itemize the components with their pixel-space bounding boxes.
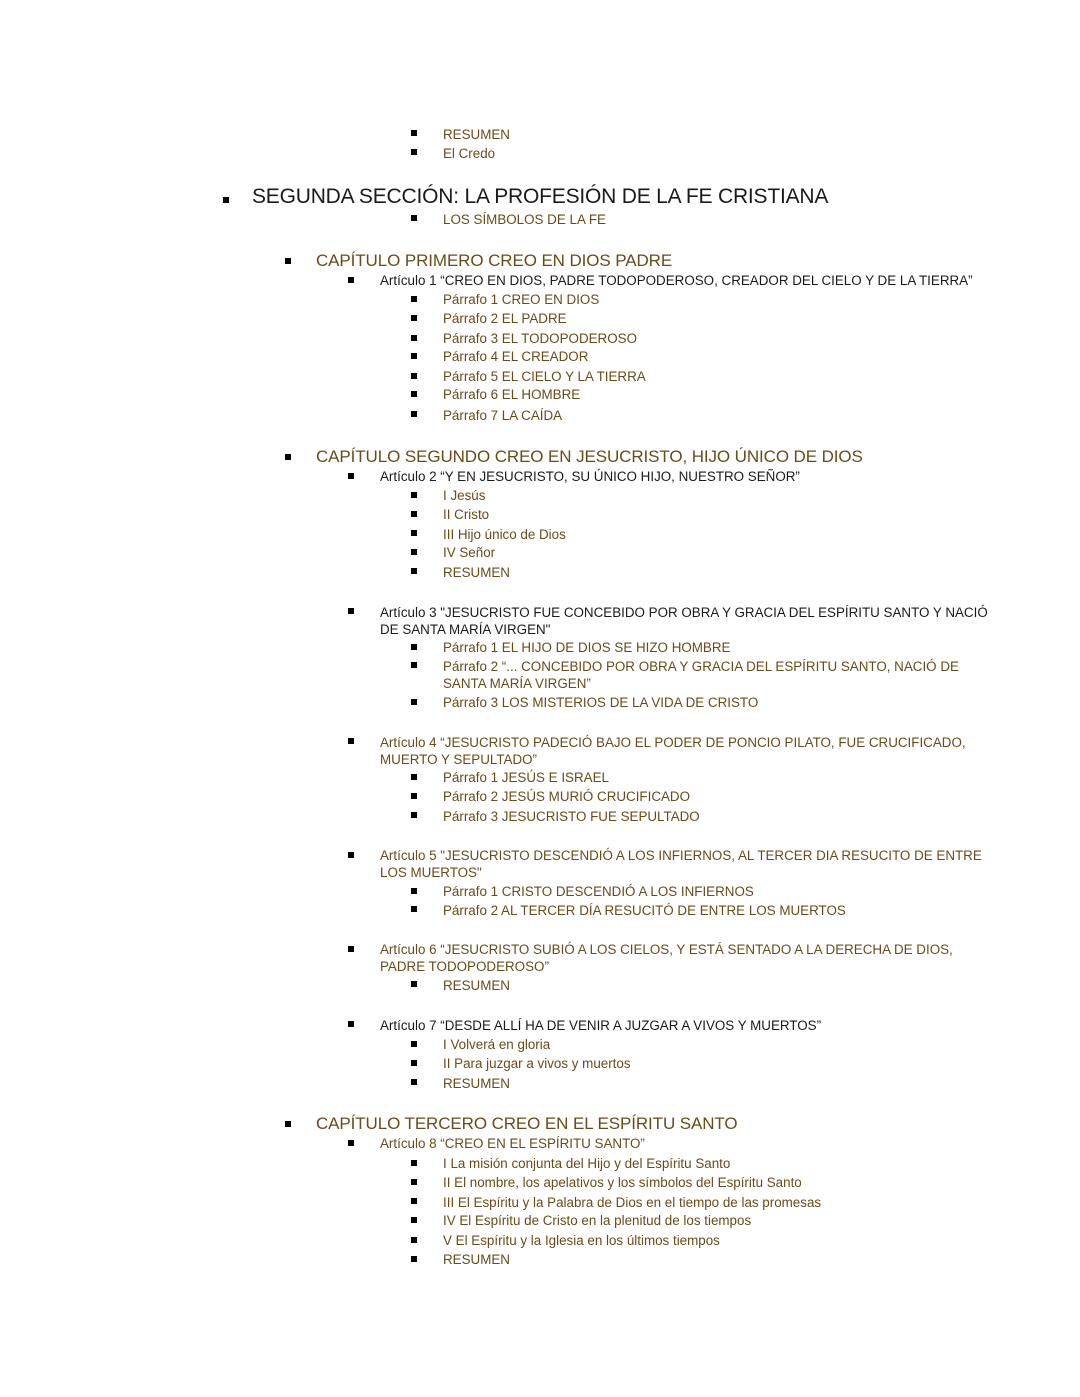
toc-link-parrafo[interactable]: Párrafo 2 AL TERCER DÍA RESUCITÓ DE ENTRE LOS MUERTOS (443, 903, 846, 918)
toc-link-parrafo[interactable]: Párrafo 1 CREO EN DIOS (443, 292, 600, 307)
toc-link-item[interactable]: V El Espíritu y la Iglesia en los últimos tiempos (443, 1233, 720, 1248)
toc-link-parrafo[interactable]: Párrafo 2 “... CONCEBIDO POR OBRA Y GRACIA DEL ESPÍRITU SANTO, NACIÓ DE (443, 659, 959, 674)
toc-link-resumen[interactable]: RESUMEN (443, 1252, 510, 1267)
toc-link-item[interactable]: I Jesús (443, 488, 486, 503)
bullet (411, 1198, 417, 1204)
bullet (411, 492, 417, 498)
bullet (348, 277, 354, 283)
toc-link-parrafo[interactable]: Párrafo 4 EL CREADOR (443, 349, 589, 364)
bullet (348, 852, 354, 858)
article-link[interactable]: Artículo 5 "JESUCRISTO DESCENDIÓ A LOS INFIERNOS, AL TERCER DIA RESUCITO DE ENTRE (380, 848, 982, 863)
toc-link-item[interactable]: II Cristo (443, 507, 490, 522)
section-title: SEGUNDA SECCIÓN: LA PROFESIÓN DE LA FE CRISTIANA (252, 185, 829, 208)
bullet (411, 888, 417, 894)
article-link-cont[interactable]: PADRE TODOPODEROSO” (380, 959, 549, 974)
bullet (411, 215, 417, 221)
bullet (223, 197, 229, 203)
bullet (411, 774, 417, 780)
article-title: Artículo 2 “Y EN JESUCRISTO, SU ÚNICO HIJO, NUESTRO SEÑOR” (380, 469, 800, 484)
article-link-cont[interactable]: LOS MUERTOS" (380, 865, 482, 880)
bullet (411, 130, 417, 136)
toc-link-parrafo[interactable]: Párrafo 3 JESUCRISTO FUE SEPULTADO (443, 809, 700, 824)
bullet (411, 149, 417, 155)
article-link[interactable]: Artículo 8 “CREO EN EL ESPÍRITU SANTO” (380, 1136, 645, 1151)
article-title: Artículo 7 “DESDE ALLÍ HA DE VENIR A JUZGAR A VIVOS Y MUERTOS” (380, 1018, 822, 1033)
toc-link-item[interactable]: III Hijo único de Dios (443, 527, 566, 542)
bullet (285, 454, 291, 460)
bullet (285, 1121, 291, 1127)
bullet (411, 373, 417, 379)
toc-link-item[interactable]: RESUMEN (443, 1076, 510, 1091)
toc-link-parrafo[interactable]: Párrafo 6 EL HOMBRE (443, 387, 581, 402)
bullet (411, 812, 417, 818)
bullet (411, 568, 417, 574)
article-link[interactable]: Artículo 4 “JESUCRISTO PADECIÓ BAJO EL PODER DE PONCIO PILATO, FUE CRUCIFICADO, (380, 735, 966, 750)
bullet (411, 981, 417, 987)
bullet (411, 296, 417, 302)
article-link-cont[interactable]: MUERTO Y SEPULTADO” (380, 752, 538, 767)
bullet (411, 793, 417, 799)
bullet (411, 1160, 417, 1166)
toc-link-item[interactable]: IV Señor (443, 545, 496, 560)
bullet (348, 473, 354, 479)
toc-link-parrafo[interactable]: Párrafo 1 JESÚS E ISRAEL (443, 770, 609, 785)
bullet (411, 1060, 417, 1066)
bullet (285, 258, 291, 264)
bullet (348, 1021, 354, 1027)
bullet (348, 738, 354, 744)
article-link[interactable]: Artículo 6 “JESUCRISTO SUBIÓ A LOS CIELOS, Y ESTÁ SENTADO A LA DERECHA DE DIOS, (380, 942, 953, 957)
toc-link-resumen[interactable]: RESUMEN (443, 127, 510, 142)
bullet (411, 662, 417, 668)
toc-link-parrafo[interactable]: Párrafo 3 EL TODOPODEROSO (443, 331, 637, 346)
toc-link-item[interactable]: I Volverá en gloria (443, 1037, 551, 1052)
bullet (411, 699, 417, 705)
bullet (411, 391, 417, 397)
toc-link-parrafo[interactable]: Párrafo 7 LA CAÍDA (443, 408, 563, 423)
bullet (411, 353, 417, 359)
toc-link-parrafo[interactable]: Párrafo 1 EL HIJO DE DIOS SE HIZO HOMBRE (443, 640, 731, 655)
toc-link-el-credo[interactable]: El Credo (443, 146, 496, 161)
bullet (411, 549, 417, 555)
toc-link-item[interactable]: I La misión conjunta del Hijo y del Espíritu Santo (443, 1156, 731, 1171)
chapter-title[interactable]: CAPÍTULO TERCERO CREO EN EL ESPÍRITU SANTO (316, 1114, 738, 1133)
bullet (411, 1179, 417, 1185)
chapter-title[interactable]: CAPÍTULO PRIMERO CREO EN DIOS PADRE (316, 251, 673, 270)
toc-link-item[interactable]: II Para juzgar a vivos y muertos (443, 1056, 631, 1071)
toc-link-parrafo[interactable]: Párrafo 2 EL PADRE (443, 311, 567, 326)
toc-link-simbolos[interactable]: LOS SÍMBOLOS DE LA FE (443, 212, 606, 227)
bullet (411, 906, 417, 912)
toc-link-parrafo-cont[interactable]: SANTA MARÍA VIRGEN” (443, 676, 591, 691)
bullet (411, 335, 417, 341)
chapter-title[interactable]: CAPÍTULO SEGUNDO CREO EN JESUCRISTO, HIJO ÚNICO DE DIOS (316, 447, 863, 466)
bullet (411, 1079, 417, 1085)
toc-link-parrafo[interactable]: Párrafo 1 CRISTO DESCENDIÓ A LOS INFIERNOS (443, 884, 754, 899)
bullet (411, 1041, 417, 1047)
toc-link-item[interactable]: RESUMEN (443, 565, 510, 580)
bullet (411, 315, 417, 321)
bullet (348, 1140, 354, 1146)
bullet (411, 644, 417, 650)
toc-link-parrafo[interactable]: Párrafo 2 JESÚS MURIÓ CRUCIFICADO (443, 789, 691, 804)
bullet (348, 946, 354, 952)
toc-link-item[interactable]: II El nombre, los apelativos y los símbolos del Espíritu Santo (443, 1175, 802, 1190)
bullet (411, 1237, 417, 1243)
article-title: Artículo 1 “CREO EN DIOS, PADRE TODOPODEROSO, CREADOR DEL CIELO Y DE LA TIERRA” (380, 273, 973, 288)
article-title: Artículo 3 "JESUCRISTO FUE CONCEBIDO POR OBRA Y GRACIA DEL ESPÍRITU SANTO Y NACIÓ (380, 605, 988, 620)
bullet (348, 608, 354, 614)
bullet (411, 511, 417, 517)
bullet (411, 411, 417, 417)
toc-link-parrafo[interactable]: Párrafo 3 LOS MISTERIOS DE LA VIDA DE CRISTO (443, 695, 759, 710)
bullet (411, 1217, 417, 1223)
bullet (411, 530, 417, 536)
toc-link-resumen[interactable]: RESUMEN (443, 978, 510, 993)
toc-link-parrafo[interactable]: Párrafo 5 EL CIELO Y LA TIERRA (443, 369, 646, 384)
toc-link-item[interactable]: III El Espíritu y la Palabra de Dios en el tiempo de las promesas (443, 1195, 822, 1210)
toc-link-item[interactable]: IV El Espíritu de Cristo en la plenitud de los tiempos (443, 1213, 752, 1228)
bullet (411, 1256, 417, 1262)
article-title-cont: DE SANTA MARÍA VIRGEN" (380, 622, 551, 637)
